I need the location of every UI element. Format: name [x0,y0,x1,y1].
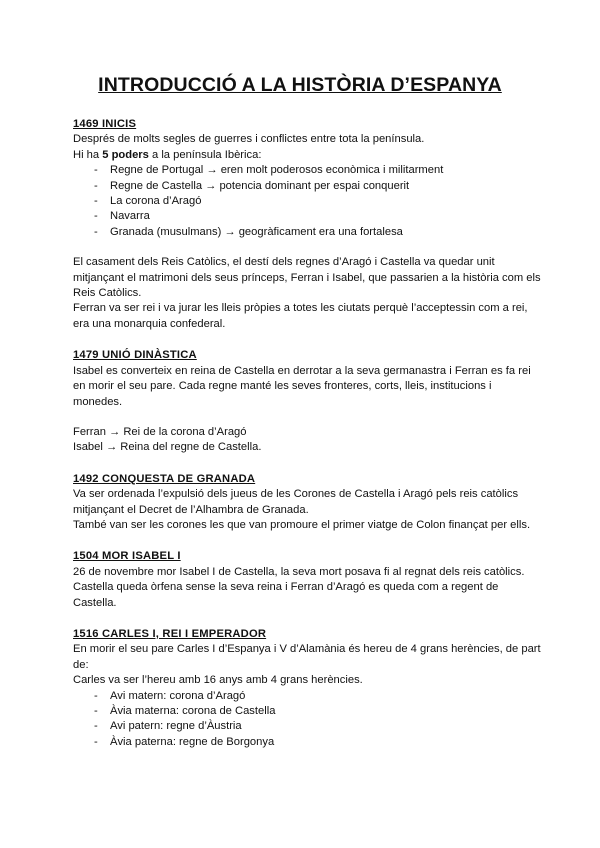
spacer [73,611,543,627]
paragraph: Isabel es converteix en reina de Castella en derrotar a la seva germanastra i Ferran es fa rei en morir el seu pare. Cada regne manté les seves fronteres, corts, lleis, institucions i monedes. [73,364,531,408]
powers-list [73,163,543,240]
paragraph: Va ser ordenada l’expulsió dels jueus de les Corones de Castella i Aragó pels reis catòlics mitjançant el Decret de l’Alhambra de Granada. [73,488,519,516]
section-heading: 1492 CONQUESTA DE GRANADA [73,472,256,485]
spacer [73,332,543,348]
paragraph: En morir el seu pare Carles I d’Espanya i V d’Alamània és hereu de 4 grans herències, de part de: [73,643,541,671]
list-item: - Regne de Portugal → eren molt poderosos econòmica i militarment [94,163,543,178]
list-item: - Navarra [94,209,543,224]
section-heading: 1469 INICIS [73,118,137,130]
list-item: - Avi patern: regne d’Àustria [94,719,543,734]
paragraph: Ferran → Rei de la corona d’Aragó [73,425,247,438]
paragraph-powers [73,148,543,163]
list-item: - Granada (musulmans) → geogràficament era una fortalesa [94,225,543,240]
section-1492 [73,472,543,534]
text-fragment: a la península Ibèrica: [148,148,262,161]
paragraph: El casament dels Reis Catòlics, el destí dels regnes d’Aragó i Castella va quedar unit mitjançant el matrimoni dels seus prínceps, Ferran i Isabel, que passarien a la història com els Reis Catòlics. [73,256,541,300]
paragraph: Carles va ser l’hereu amb 16 anys amb 4 grans herències. [73,674,363,687]
section-1479 [73,348,543,455]
list-item: - Àvia paterna: regne de Borgonya [94,735,543,750]
list-item: - Avi matern: corona d’Aragó [94,689,543,704]
spacer [73,456,543,472]
section-1469 [73,117,543,332]
section-1504 [73,549,543,611]
section-heading: 1504 MOR ISABEL I [73,550,181,563]
spacer [73,533,543,549]
page-title: INTRODUCCIÓ A LA HISTÒRIA D’ESPANYA [98,74,502,96]
list-item: - Àvia materna: corona de Castella [94,704,543,719]
document-body [73,117,543,750]
section-1516 [73,627,543,750]
list-item: - Regne de Castella → potencia dominant per espai conquerit [94,179,543,194]
inheritance-list [73,689,543,751]
spacer [73,240,543,255]
paragraph: Després de molts segles de guerres i conflictes entre tota la península. [73,133,425,146]
section-heading: 1479 UNIÓ DINÀSTICA [73,349,197,362]
section-heading: 1516 CARLES I, REI I EMPERADOR [73,627,267,640]
spacer [73,410,543,425]
paragraph: També van ser les corones les que van promoure el primer viatge de Colon finançat per ells. [73,518,531,531]
bold-text: 5 poders [102,148,149,161]
paragraph: Isabel → Reina del regne de Castella. [73,441,262,454]
text-fragment: Hi ha [73,148,103,161]
paragraph: 26 de novembre mor Isabel I de Castella, la seva mort posava fi al regnat dels reis catòlics. Castella queda òrfena sense la seva reina i Ferran d’Aragó es queda com a regent de Castella. [73,565,525,609]
list-item: - La corona d’Aragó [94,194,543,209]
paragraph: Ferran va ser rei i va jurar les lleis pròpies a totes les ciutats perquè l’acceptessin com a rei, era una monarquia confederal. [73,302,528,330]
